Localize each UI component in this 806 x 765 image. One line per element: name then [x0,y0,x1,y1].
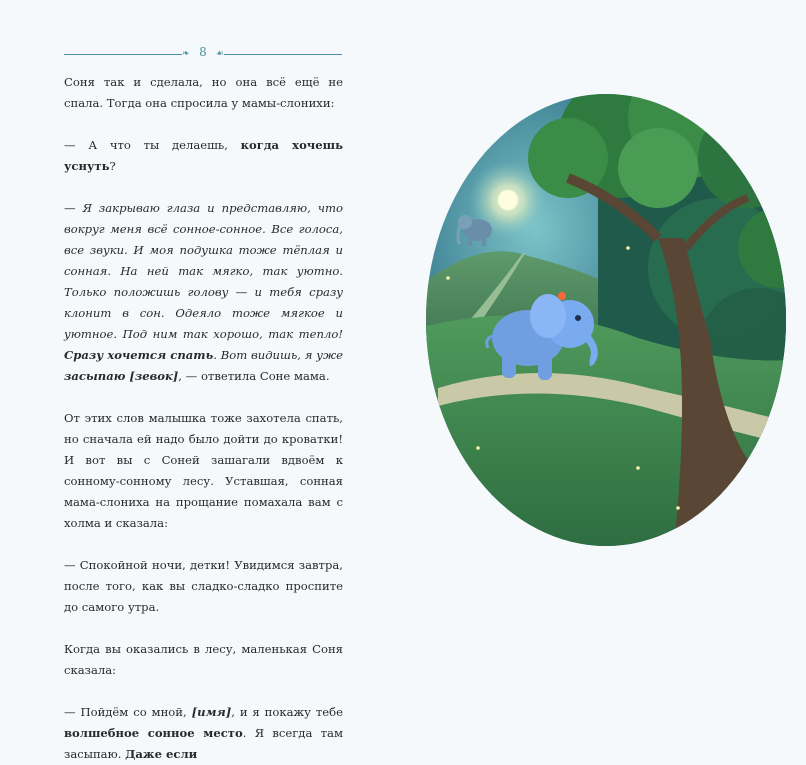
moon-icon [498,190,518,210]
flower-icon [558,292,566,300]
header-ornament-left: ❧ [182,49,190,59]
header-ornament-right: ☙ [215,49,224,59]
emphasis: засыпаю [зевок] [64,369,179,383]
paragraph-4: От этих слов малышка тоже захотела спать, но сначала ей надо было дойти до кроватки! И вот вы с Соней зашагали вдвоём к сонному-сонному лесу. Уставшая, сонная мама-слониха на прощание помахала вам с холма и сказала: [64,411,343,530]
page-header [64,44,342,64]
elephant-in-night-forest-icon [418,88,806,558]
header-line-right [224,54,342,55]
paragraph-6: Когда вы оказались в лесу, маленькая Соня сказала: [64,642,343,677]
emphasis: Сразу хочется спать [64,348,214,362]
emphasis: волшебное сонное место [64,726,243,740]
emphasis: Даже если [125,747,198,761]
page-number: 8 [199,45,207,59]
paragraph-3: — Я закрываю глаза и представляю, что вокруг меня всё сонное-сонное. Все голоса, все звуки. И моя подушка тоже тёплая и сонная. На ней так мягко, так уютно. Только положишь голову — и тебя сразу клонит в сон. Одеяло тоже мягкое и уютное. Под ним так хорошо, так тепло! Сразу хочется спать. Вот видишь, я уже засыпаю [зевок], — ответила Соне мама. [64,201,343,383]
paragraph-1: Соня так и сделала, но она всё ещё не спала. Тогда она спросила у мамы-слонихи: [64,75,343,110]
paragraph-7: — Пойдём со мной, [имя], и я покажу тебе волшебное сонное место. Я всегда там засыпаю. Даже если [64,705,343,761]
story-text [64,72,343,765]
name-placeholder: [имя] [191,705,232,719]
emphasis: когда хочешь уснуть [64,138,343,173]
paragraph-5: — Спокойной ночи, детки! Увидимся завтра, после того, как вы сладко-сладко проспите до самого утра. [64,558,343,614]
paragraph-2: — А что ты делаешь, когда хочешь уснуть? [64,138,343,173]
